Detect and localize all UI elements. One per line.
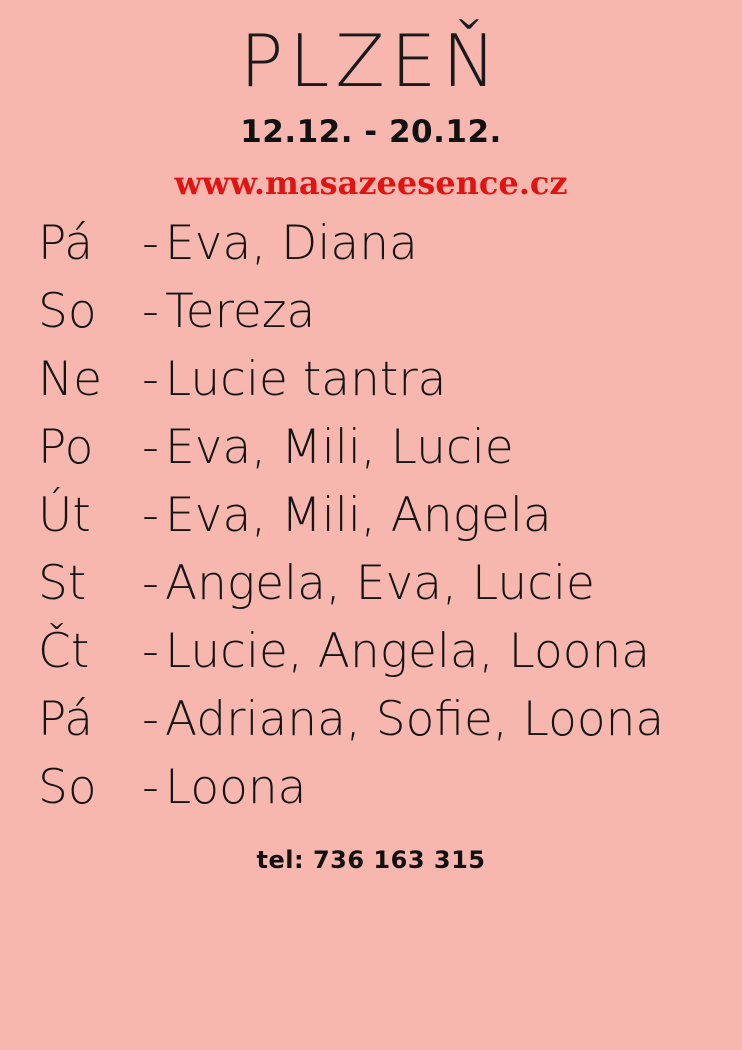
list-item xyxy=(38,215,418,271)
page-title: PLZEŇ xyxy=(239,19,503,103)
dash-separator: - xyxy=(142,691,159,747)
day-label: St xyxy=(38,555,87,611)
day-label: Út xyxy=(38,487,91,543)
names-label: Eva, Mili, Lucie xyxy=(164,419,514,475)
dash-separator: - xyxy=(142,351,159,407)
dash-separator: - xyxy=(142,623,159,679)
day-label: So xyxy=(38,759,97,815)
names-label: Loona xyxy=(164,759,307,815)
dash-separator: - xyxy=(142,555,159,611)
day-label: Pá xyxy=(38,691,94,747)
list-item xyxy=(38,283,316,339)
website-link[interactable]: www.masazeesence.cz xyxy=(174,163,568,202)
names-label: Lucie, Angela, Loona xyxy=(164,623,651,679)
names-label: Eva, Diana xyxy=(164,215,418,271)
dash-separator: - xyxy=(142,419,159,475)
names-label: Adriana, Sofie, Loona xyxy=(164,691,665,747)
phone-number[interactable]: tel: 736 163 315 xyxy=(256,845,486,874)
dash-separator: - xyxy=(142,283,159,339)
day-label: Po xyxy=(38,419,94,475)
list-item xyxy=(38,351,447,407)
list-item xyxy=(38,759,307,815)
day-label: Čt xyxy=(38,623,90,679)
dash-separator: - xyxy=(142,487,159,543)
schedule-list xyxy=(0,215,742,832)
dash-separator: - xyxy=(142,759,159,815)
list-item xyxy=(38,419,514,475)
names-label: Lucie tantra xyxy=(164,351,447,407)
names-label: Angela, Eva, Lucie xyxy=(164,555,595,611)
day-label: Pá xyxy=(38,215,94,271)
day-label: So xyxy=(38,283,97,339)
date-range: 12.12. - 20.12. xyxy=(240,113,502,150)
dash-separator: - xyxy=(142,215,159,271)
list-item xyxy=(38,555,595,611)
day-label: Ne xyxy=(38,351,103,407)
list-item xyxy=(38,487,552,543)
names-label: Eva, Mili, Angela xyxy=(164,487,552,543)
list-item xyxy=(38,623,651,679)
names-label: Tereza xyxy=(164,283,316,339)
list-item xyxy=(38,691,665,747)
